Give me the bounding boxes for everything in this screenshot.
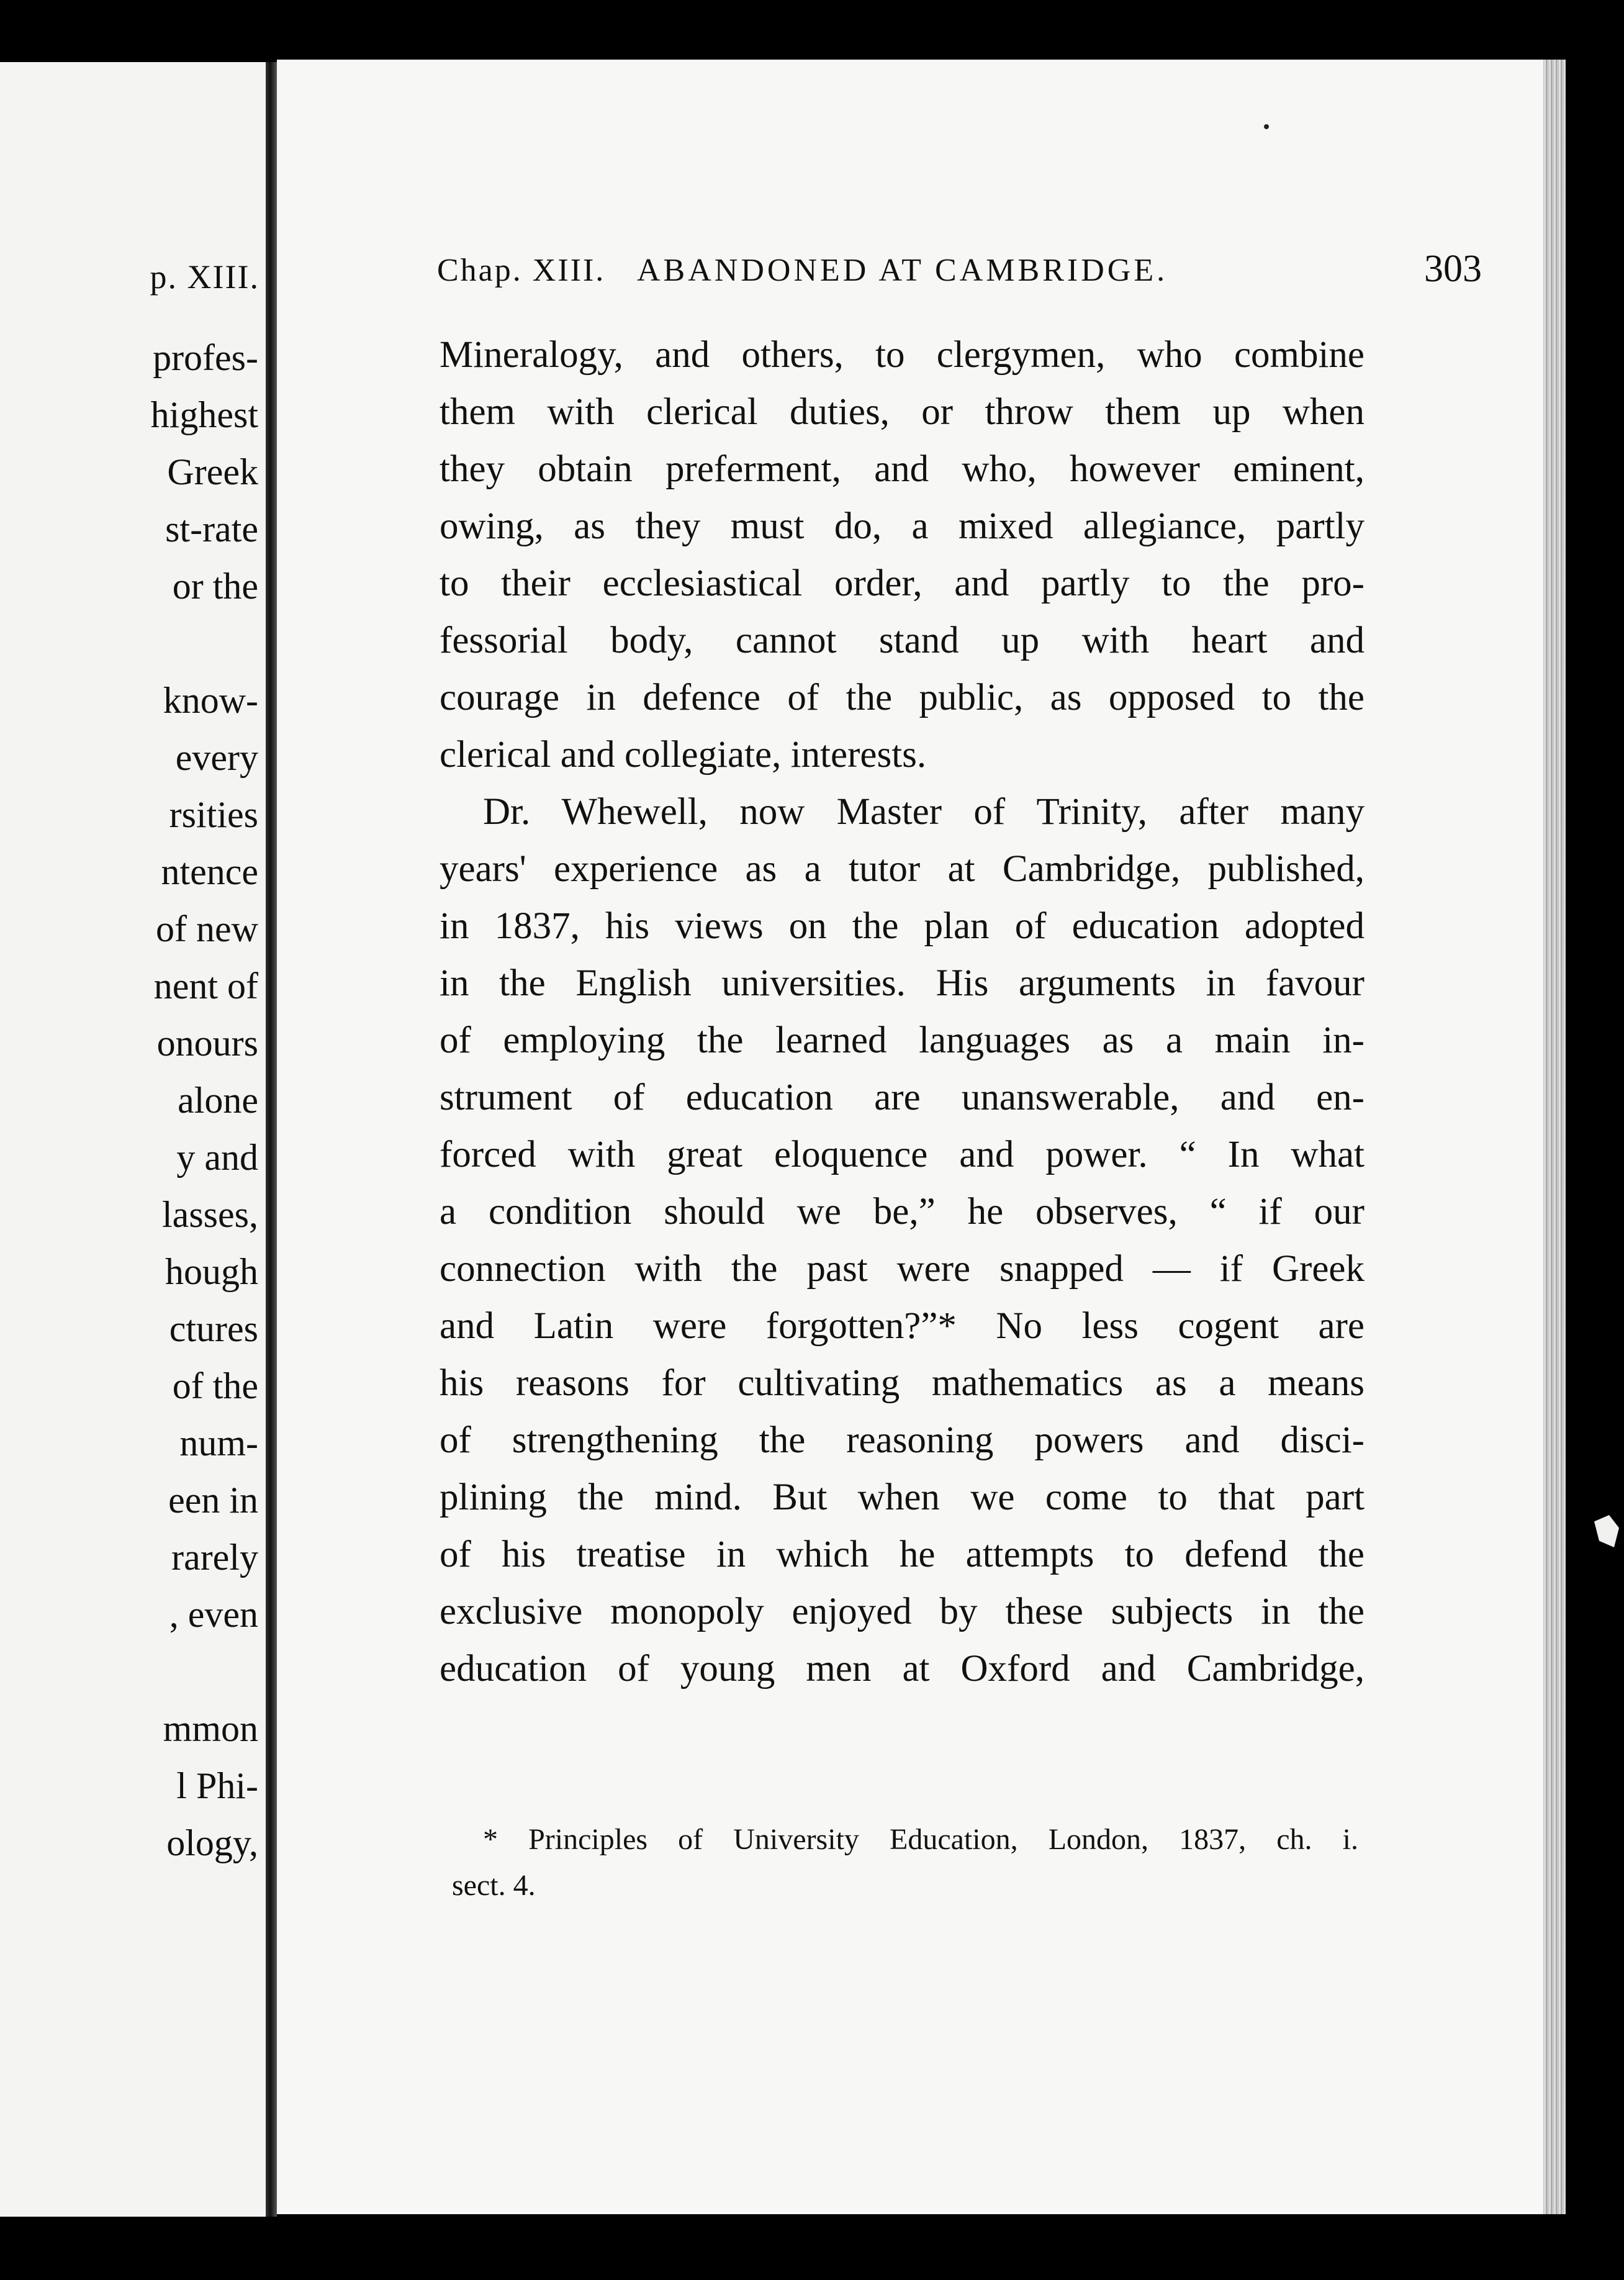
text-line: clerical and collegiate, interests. [440, 734, 927, 776]
text-line: ology, [166, 1822, 258, 1863]
text-line: them with clerical duties, or throw them up when [440, 391, 1365, 433]
text-line: strument of education are unanswerable, and en- [440, 1077, 1365, 1118]
text-line: hough [165, 1251, 258, 1292]
text-line: alone [178, 1080, 258, 1121]
text-line: in 1837, his views on the plan of education adopted [440, 905, 1365, 947]
running-header [437, 248, 1543, 302]
footnote [452, 1817, 1358, 1909]
text-line: l Phi- [176, 1765, 258, 1806]
text-line: fessorial body, cannot stand up with heart and [440, 620, 1365, 661]
text-line [151, 615, 258, 672]
text-line: ctures [169, 1308, 258, 1349]
text-line: profes- [153, 337, 258, 378]
right-page [277, 60, 1543, 2214]
text-line: in the English universities. His arguments in favour [440, 962, 1365, 1004]
body-text [440, 327, 1365, 1698]
text-line: mmon [163, 1708, 258, 1749]
running-title: ABANDONED AT CAMBRIDGE. [637, 253, 1168, 288]
left-page [0, 62, 266, 2217]
text-line: or the [172, 566, 258, 607]
page-number: 303 [1424, 248, 1482, 290]
text-line: y and [176, 1137, 258, 1178]
text-line: of strengthening the reasoning powers and disci- [440, 1419, 1365, 1461]
text-line: his reasons for cultivating mathematics as a means [440, 1362, 1365, 1404]
edge-mark [1594, 1515, 1619, 1547]
scan-speck [1264, 124, 1269, 129]
text-line: every [175, 737, 258, 778]
text-line: of employing the learned languages as a main in- [440, 1020, 1365, 1061]
text-line: of new [156, 908, 258, 949]
text-line: years' experience as a tutor at Cambridge, published, [440, 848, 1365, 890]
book-gutter [266, 62, 277, 2217]
footnote-line: sect. 4. [452, 1869, 536, 1902]
text-line: know- [163, 680, 258, 721]
text-line: owing, as they must do, a mixed allegiance, partly [440, 505, 1365, 547]
text-line: een in [168, 1480, 258, 1521]
left-page-text [151, 329, 258, 1871]
left-running-header: p. XIII. [150, 258, 259, 296]
text-line: rsities [169, 794, 258, 835]
text-line: forced with great eloquence and power. “ In what [440, 1134, 1365, 1175]
text-line: education of young men at Oxford and Cambridge, [440, 1648, 1365, 1690]
text-line: nent of [153, 966, 258, 1007]
text-line [151, 1643, 258, 1700]
text-line: a condition should we be,” he observes, “ if our [440, 1191, 1365, 1233]
text-line: num- [179, 1423, 258, 1463]
text-line: ntence [161, 851, 258, 892]
text-line: Dr. Whewell, now Master of Trinity, after many [483, 791, 1365, 833]
footnote-line: * Principles of University Education, London, 1837, ch. i. [483, 1823, 1358, 1856]
text-line: and Latin were forgotten?”* No less cogent are [440, 1305, 1365, 1347]
text-line: , even [169, 1594, 258, 1635]
text-line: of his treatise in which he attempts to defend the [440, 1534, 1365, 1575]
page-edges [1543, 60, 1566, 2214]
text-line: to their ecclesiastical order, and partly to the pro- [440, 563, 1365, 604]
text-line: exclusive monopoly enjoyed by these subjects in the [440, 1591, 1365, 1632]
text-line: of the [172, 1365, 258, 1406]
text-line: Greek [167, 451, 258, 492]
chapter-label: Chap. XIII. [437, 253, 606, 288]
text-line: connection with the past were snapped — if Greek [440, 1248, 1365, 1290]
text-line: onours [156, 1023, 258, 1064]
text-line: Mineralogy, and others, to clergymen, who combine [440, 334, 1365, 376]
text-line: lasses, [162, 1194, 258, 1235]
text-line: plining the mind. But when we come to that part [440, 1477, 1365, 1518]
text-line: highest [150, 394, 258, 435]
text-line: st-rate [165, 509, 258, 550]
text-line: they obtain preferment, and who, however eminent, [440, 448, 1365, 490]
text-line: courage in defence of the public, as opposed to the [440, 677, 1365, 718]
text-line: rarely [171, 1537, 258, 1578]
